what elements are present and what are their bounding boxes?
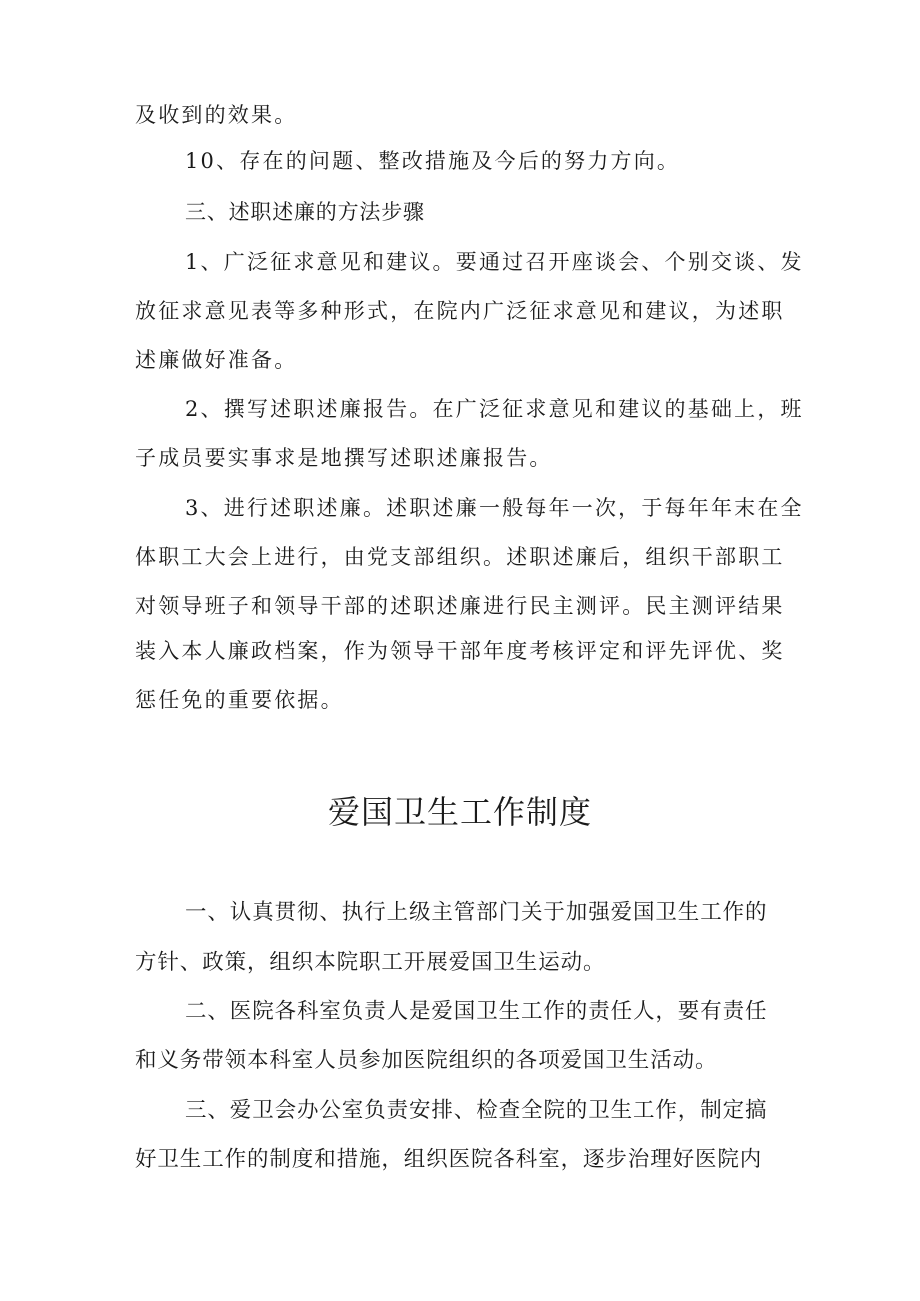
- paragraph-line: 一、认真贯彻、执行上级主管部门关于加强爱国卫生工作的: [185, 900, 768, 925]
- paragraph-line: 方针、政策，组织本院职工开展爱国卫生运动。: [135, 950, 606, 975]
- paragraph-line: 和义务带领本科室人员参加医院组织的各项爱国卫生活动。: [135, 1048, 718, 1073]
- paragraph-line: 子成员要实事求是地撰写述职述廉报告。: [135, 446, 553, 470]
- section-heading: 三、述职述廉的方法步骤: [185, 200, 425, 224]
- paragraph-line: 二、医院各科室负责人是爱国卫生工作的责任人，要有责任: [185, 999, 768, 1024]
- paragraph-line: 三、爱卫会办公室负责安排、检查全院的卫生工作，制定搞: [185, 1098, 768, 1123]
- paragraph-line: 3、进行述职述廉。述职述廉一般每年一次，于每年年末在全: [185, 496, 804, 520]
- paragraph-line: 体职工大会上进行，由党支部组织。述职述廉后，组织干部职工: [135, 545, 785, 569]
- document-title: 爱国卫生工作制度: [327, 793, 592, 831]
- paragraph-line: 好卫生工作的制度和措施，组织医院各科室，逐步治理好医院内: [135, 1147, 763, 1172]
- paragraph-line: 惩任免的重要依据。: [135, 688, 344, 712]
- paragraph-line: 2、撰写述职述廉报告。在广泛征求意见和建议的基础上，班: [185, 397, 804, 421]
- paragraph-line: 对领导班子和领导干部的述职述廉进行民主测评。民主测评结果: [135, 594, 785, 618]
- paragraph-line: 放征求意见表等多种形式，在院内广泛征求意见和建议，为述职: [135, 299, 785, 323]
- paragraph-line: 及收到的效果。: [135, 103, 298, 127]
- paragraph-line: 1、广泛征求意见和建议。要通过召开座谈会、个别交谈、发: [185, 250, 804, 274]
- paragraph-line: 述廉做好准备。: [135, 348, 298, 372]
- paragraph-line: 10、存在的问题、整改措施及今后的努力方向。: [185, 149, 681, 173]
- paragraph-line: 装入本人廉政档案，作为领导干部年度考核评定和评先评优、奖: [135, 639, 785, 663]
